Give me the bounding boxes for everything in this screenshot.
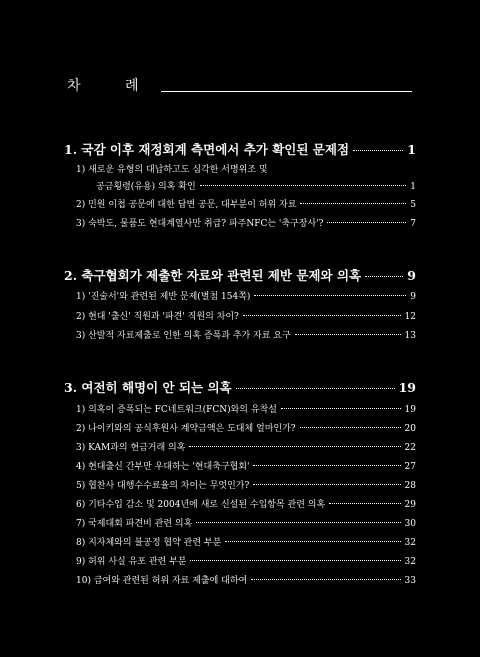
dot-leader — [200, 185, 407, 186]
dot-leader — [300, 427, 401, 428]
dot-leader — [253, 465, 400, 466]
title-underline — [161, 91, 413, 92]
item-page: 29 — [404, 500, 416, 510]
item-label: 6) 기타수입 감소 및 2004년에 새로 신설된 수입항목 관련 의혹 — [76, 500, 326, 510]
section-page: 1 — [407, 142, 416, 157]
dot-leader — [253, 484, 400, 485]
toc-section-1[interactable] — [64, 141, 416, 159]
item-label: 10) 급여와 관련된 허위 자료 제출에 대하여 — [76, 576, 248, 586]
item-page: 32 — [404, 557, 416, 567]
toc-item-3-3[interactable] — [76, 441, 416, 455]
section-label: 1. 국감 이후 재정회계 측면에서 추가 확인된 문제점 — [64, 142, 350, 157]
toc-item-3-9[interactable] — [76, 555, 416, 569]
section-label: 2. 축구협회가 제출한 자료와 관련된 제반 문제와 의혹 — [64, 268, 362, 283]
toc-item-3-2[interactable] — [76, 422, 416, 436]
item-label: 공금횡령(유용) 의혹 확인 — [96, 182, 196, 192]
dot-leader — [329, 503, 400, 504]
item-page: 30 — [404, 519, 416, 529]
item-label: 5) 협찬사 대행수수료율의 차이는 무엇인가? — [76, 481, 250, 491]
dot-leader — [300, 203, 406, 204]
item-label: 8) 지자체와의 불공정 협약 관련 부분 — [76, 538, 222, 548]
toc-item-3-5[interactable] — [76, 479, 416, 493]
toc-title-row — [67, 72, 412, 94]
toc-section-3[interactable] — [64, 379, 416, 397]
item-label: 9) 허위 사실 유포 관련 부분 — [76, 557, 187, 567]
item-page: 7 — [410, 219, 416, 229]
section-page: 9 — [407, 268, 416, 283]
item-page: 13 — [404, 331, 416, 341]
item-page: 20 — [404, 424, 416, 434]
dot-leader — [189, 446, 400, 447]
dot-leader — [190, 560, 400, 561]
item-page: 1 — [410, 182, 416, 192]
item-label: 2) 나이키와의 공식후원사 계약금액은 도대체 얼마인가? — [76, 424, 296, 434]
toc-item-3-1[interactable] — [76, 403, 416, 417]
item-page: 27 — [404, 462, 416, 472]
toc-section-2[interactable] — [64, 267, 416, 285]
dot-leader — [236, 388, 395, 389]
toc-item-1-1[interactable] — [76, 163, 416, 177]
dot-leader — [254, 295, 406, 296]
item-label: 1) 의혹이 증폭되는 FC네트워크(FCN)와의 유착설 — [76, 405, 277, 415]
item-page: 5 — [410, 200, 416, 210]
item-label: 3) KAM과의 현금거래 의혹 — [76, 443, 186, 453]
dot-leader — [327, 222, 406, 223]
item-label: 2) 현대 '출신' 직원과 '파견' 직원의 차이? — [76, 312, 239, 322]
dot-leader — [251, 579, 400, 580]
dot-leader — [281, 408, 401, 409]
toc-item-3-10[interactable] — [76, 574, 416, 588]
item-label: 1) 새로운 유형의 대납하고도 심각한 서명위조 및 — [76, 165, 268, 175]
section-page: 19 — [398, 380, 416, 395]
dot-leader — [353, 150, 403, 151]
item-label: 3) 숙박도, 물품도 현대계열사만 취급? 파주NFC는 '축구장사'? — [76, 219, 324, 229]
dot-leader — [295, 334, 401, 335]
item-page: 28 — [404, 481, 416, 491]
item-label: 2) 민원 이첩 공문에 대한 답변 공문, 대부분이 허위 자료 — [76, 200, 297, 210]
toc-item-2-2[interactable] — [76, 310, 416, 324]
item-page: 19 — [404, 405, 416, 415]
dot-leader — [196, 522, 400, 523]
toc-item-2-3[interactable] — [76, 329, 416, 343]
dot-leader — [225, 541, 400, 542]
item-page: 9 — [410, 292, 416, 302]
item-page: 22 — [404, 443, 416, 453]
item-label: 7) 국제대회 파견비 관련 의혹 — [76, 519, 193, 529]
toc-item-3-8[interactable] — [76, 536, 416, 550]
toc-item-3-7[interactable] — [76, 517, 416, 531]
item-label: 1) '진술서'와 관련된 제반 문제(별첨 154쪽) — [76, 292, 251, 302]
item-label: 4) 현대출신 간부만 우대하는 '현대축구협회' — [76, 462, 250, 472]
toc-title: 차 례 — [67, 78, 159, 94]
item-page: 12 — [404, 312, 416, 322]
toc-item-3-6[interactable] — [76, 498, 416, 512]
item-label: 3) 산발적 자료제출로 인한 의혹 증폭과 추가 자료 요구 — [76, 331, 291, 341]
dot-leader — [243, 315, 401, 316]
item-page: 32 — [404, 538, 416, 548]
toc-item-1-1-cont[interactable] — [96, 180, 416, 194]
toc-item-2-1[interactable] — [76, 290, 416, 304]
section-label: 3. 여전히 해명이 안 되는 의혹 — [64, 380, 232, 395]
toc-item-1-2[interactable] — [76, 198, 416, 212]
dot-leader — [365, 276, 403, 277]
item-page: 33 — [404, 576, 416, 586]
toc-item-3-4[interactable] — [76, 460, 416, 474]
toc-item-1-3[interactable] — [76, 217, 416, 231]
